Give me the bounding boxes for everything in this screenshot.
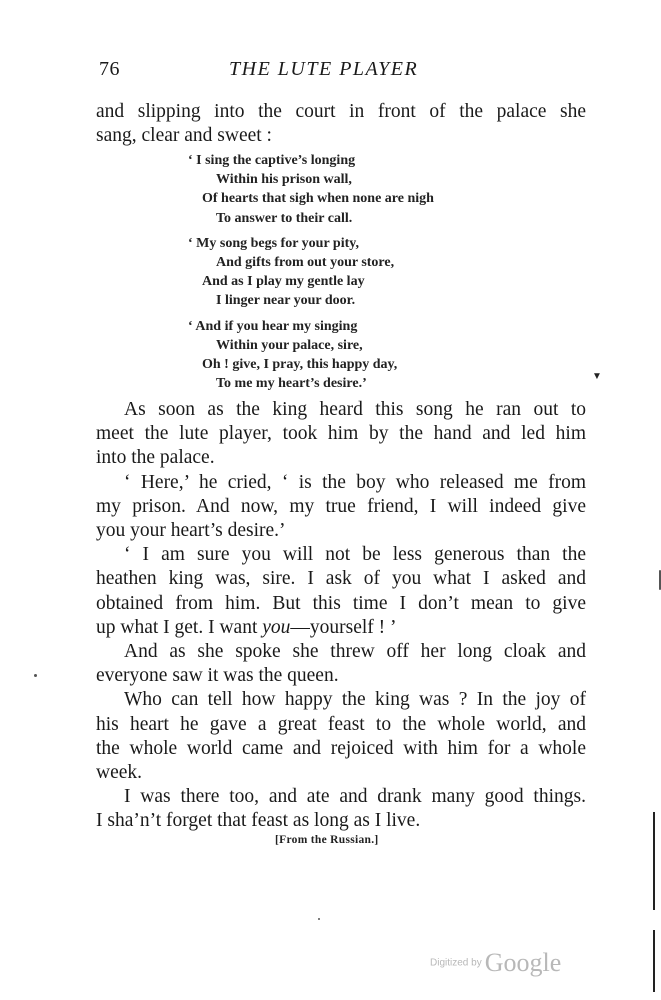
text-line: I was there too, and ate and drank many good things.	[124, 786, 586, 808]
text-run: up what I get. I want	[96, 616, 263, 638]
watermark-digitized-text: Digitized by	[430, 957, 482, 969]
arrow-mark-icon: ▼	[592, 371, 602, 382]
paragraph	[96, 785, 586, 833]
text-line: sang, clear and sweet :	[96, 125, 272, 147]
verse-line: And as I play my gentle lay	[202, 274, 365, 290]
page-number: 76	[99, 58, 120, 80]
paragraph	[96, 471, 586, 544]
stanza	[188, 151, 508, 228]
verse-line: To answer to their call.	[216, 210, 353, 226]
verse-line: Of hearts that sigh when none are nigh	[202, 191, 434, 207]
verse-line: Within his prison wall,	[216, 172, 352, 188]
paragraph	[96, 688, 586, 785]
text-line: Who can tell how happy the king was ? In the joy of	[124, 689, 586, 711]
song-verses	[188, 151, 508, 399]
verse-line: ‘ My song begs for your pity,	[188, 235, 359, 251]
text-line: meet the lute player, took him by the hand and led him	[96, 423, 586, 445]
verse-line: To me my heart’s desire.’	[216, 376, 367, 392]
text-line	[96, 616, 586, 640]
google-watermark	[430, 948, 561, 978]
verse-line: ‘ I sing the captive’s longing	[188, 153, 356, 168]
paragraph	[96, 640, 586, 688]
verse-line: I linger near your door.	[216, 293, 356, 309]
text-line: my prison. And now, my true friend, I will indeed give	[96, 495, 586, 517]
text-line: everyone saw it was the queen.	[96, 665, 339, 687]
stanza	[188, 317, 508, 394]
google-logo: Google	[484, 948, 562, 977]
margin-rule	[653, 930, 655, 992]
text-line: And as she spoke she threw off her long cloak and	[124, 641, 586, 663]
stanza	[188, 234, 508, 311]
text-line: into the palace.	[96, 447, 215, 469]
ink-speck	[34, 674, 37, 677]
verse-line: Oh ! give, I pray, this happy day,	[202, 357, 398, 373]
text-line: obtained from him. But this time I don’t mean to give	[96, 592, 586, 614]
text-line: I sha’n’t forget that feast as long as I live.	[96, 810, 421, 832]
text-line: week.	[96, 762, 143, 784]
text-line: you your heart’s desire.’	[96, 520, 286, 542]
ink-speck	[318, 918, 320, 920]
text-run: —yourself ! ’	[290, 616, 397, 638]
verse-line: And gifts from out your store,	[216, 255, 395, 271]
page-header	[99, 58, 589, 86]
paragraph	[96, 543, 586, 640]
text-line: ‘ I am sure you will not be less generous than the	[124, 544, 586, 566]
story-body	[96, 398, 586, 834]
emphasis: you	[262, 616, 291, 638]
text-line: and slipping into the court in front of the palace she	[96, 101, 586, 122]
verse-line: Within your palace, sire,	[216, 337, 363, 353]
text-line: his heart he gave a great feast to the whole world, and	[96, 713, 586, 735]
paragraph	[96, 398, 586, 471]
text-line: ‘ Here,’ he cried, ‘ is the boy who released me from	[124, 471, 586, 493]
margin-rule	[653, 812, 655, 910]
verse-line: ‘ And if you hear my singing	[188, 318, 358, 334]
text-line: As soon as the king heard this song he ran out to	[124, 399, 586, 420]
opening-paragraph	[96, 100, 586, 148]
source-note: [From the Russian.]	[275, 834, 379, 846]
running-head: THE LUTE PLAYER	[229, 58, 419, 80]
text-line: the whole world came and rejoiced with him for a whole	[96, 737, 586, 759]
text-line: heathen king was, sire. I ask of you what I asked and	[96, 568, 586, 590]
